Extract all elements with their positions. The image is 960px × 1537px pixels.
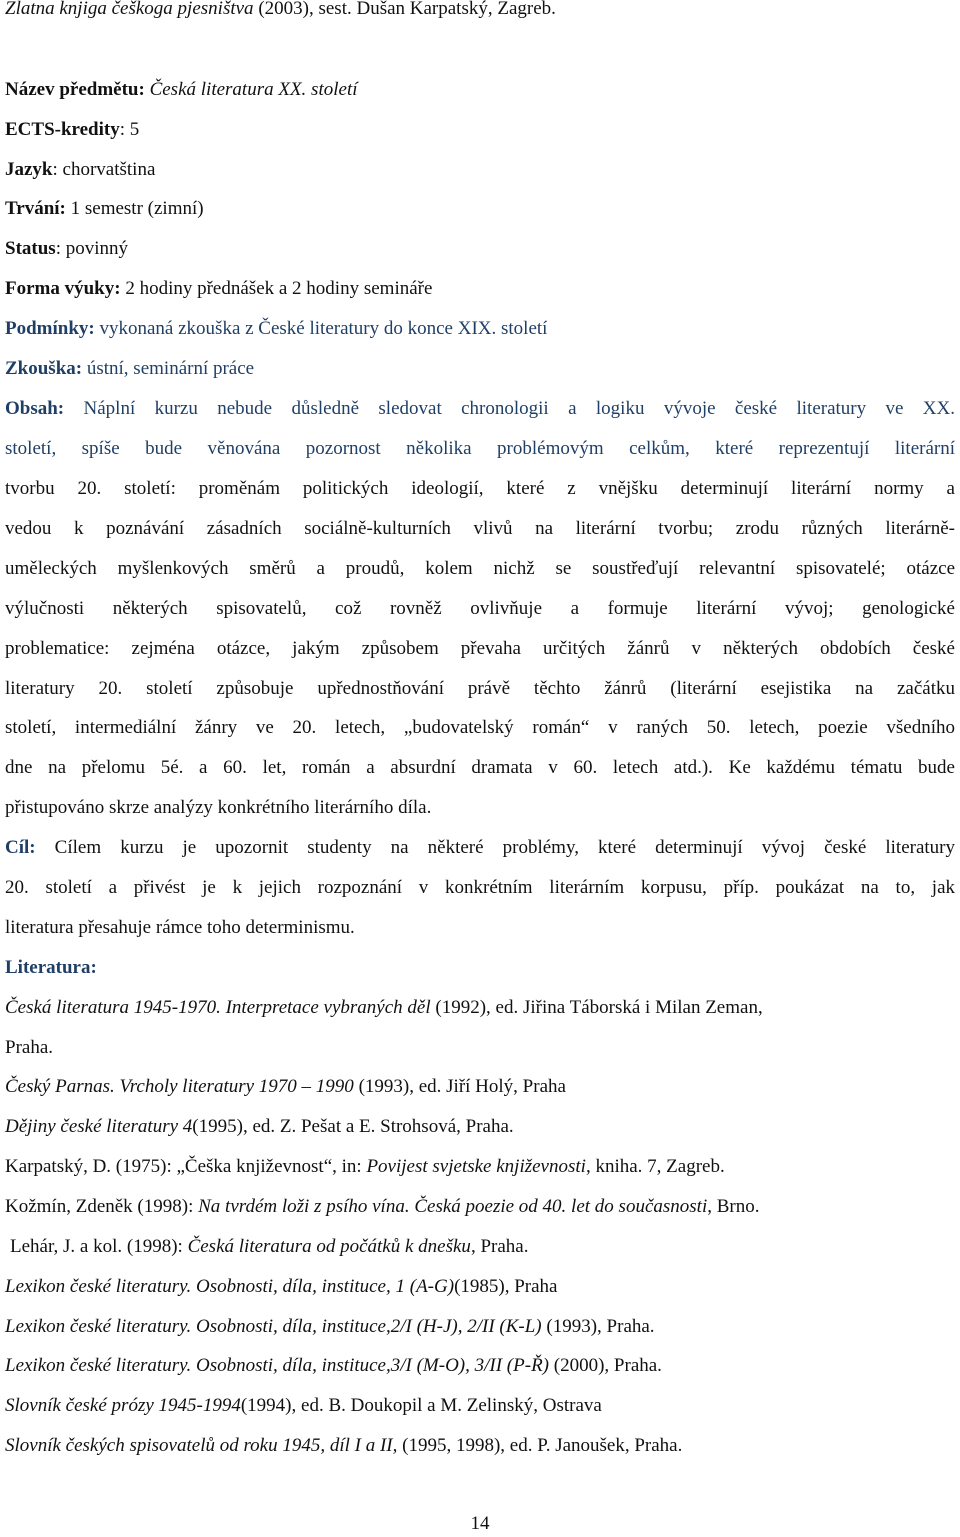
- language-label: Jazyk: [5, 159, 53, 180]
- conditions-value: vykonaná zkouška z České literatury do konce XIX. století: [94, 318, 548, 339]
- credits-line: [5, 118, 955, 142]
- credits-value: : 5: [119, 119, 140, 140]
- header-reference: [5, 0, 955, 21]
- conditions-line: [5, 317, 955, 341]
- content-line-4: vedou k poznávání zásadních sociálně-kulturních vlivů na literární tvorbu; zrodu různých literárně-: [5, 518, 955, 539]
- literature-label: Literatura:: [5, 957, 97, 978]
- exam-line: [5, 357, 955, 381]
- content-line-10: dne na přelomu 5é. a 60. let, román a absurdní dramata v 60. letech atd.). Ke každému tématu bude: [5, 757, 955, 778]
- lit-item-7: Lexikon české literatury. Osobnosti, díla, instituce, 1 (A-G)(1985), Praha: [5, 1276, 558, 1297]
- lit-item-1: Česká literatura 1945-1970. Interpretace vybraných děl (1992), ed. Jiřina Táborská i Milan Zeman,: [5, 997, 763, 1018]
- content-label: Obsah:: [5, 398, 65, 419]
- lit-item-10: Slovník české prózy 1945-1994(1994), ed. B. Doukopil a M. Zelinský, Ostrava: [5, 1395, 602, 1416]
- goal-line-1: Cíl: Cílem kurzu je upozornit studenty na některé problémy, které determinují vývoj české literatury: [5, 837, 955, 858]
- content-line-5: uměleckých myšlenkových směrů a proudů, kolem nichž se soustřeďují relevantní spisovatelé; otázce: [5, 558, 955, 579]
- header-ref-title: Zlatna knjiga češkoga pjesništva: [5, 0, 254, 19]
- duration-label: Trvání:: [5, 198, 66, 219]
- lit-item-4: Karpatský, D. (1975): „Češka književnost“, in: Povijest svjetske književnosti, kniha. 7, Zagreb.: [5, 1156, 725, 1177]
- conditions-label: Podmínky:: [5, 318, 95, 339]
- content-line-8: literatury 20. století způsobuje upřednostňování právě těchto žánrů (literární esejistika na začátku: [5, 678, 955, 699]
- goal-line-3: literatura přesahuje rámce toho determinismu.: [5, 917, 355, 938]
- lit-item-3: Dějiny české literatury 4(1995), ed. Z. Pešat a E. Strohsová, Praha.: [5, 1116, 514, 1137]
- exam-value: ústní, seminární práce: [82, 358, 255, 379]
- lit-item-9: Lexikon české literatury. Osobnosti, díla, instituce,3/I (M-O), 3/II (P-Ř) (2000), Praha.: [5, 1355, 662, 1376]
- status-line: [5, 237, 955, 261]
- goal-line-2: 20. století a přivést je k jejich rozpoznání v konkrétním literárním korpusu, příp. poukázat na to, jak: [5, 877, 955, 898]
- lit-item-1-cont: Praha.: [5, 1037, 54, 1058]
- status-value: : povinný: [55, 238, 128, 259]
- content-line-11: přistupováno skrze analýzy konkrétního literárního díla.: [5, 797, 432, 818]
- content-line-3: tvorbu 20. století: proměnám politických ideologií, které z vnějšku determinují literární normy a: [5, 478, 955, 499]
- lit-item-5: Kožmín, Zdeněk (1998): Na tvrdém loži z psího vína. Česká poezie od 40. let do současnosti, Brno.: [5, 1196, 760, 1217]
- content-line-1: Obsah: Náplní kurzu nebude důsledně sledovat chronologii a logiku vývoje české literatury ve XX.: [5, 398, 955, 419]
- content-line-9: století, intermediální žánry ve 20. letech, „budovatelský román“ v raných 50. letech, poezie všedního: [5, 717, 955, 738]
- content-line-7: problematice: zejména otázce, jakým způsobem převaha určitých žánrů v některých obdobích české: [5, 638, 955, 659]
- form-line: [5, 277, 955, 301]
- page-number: 14: [470, 1513, 490, 1534]
- form-value: 2 hodiny přednášek a 2 hodiny semináře: [120, 278, 433, 299]
- lit-item-2: Český Parnas. Vrcholy literatury 1970 – 1990 (1993), ed. Jiří Holý, Praha: [5, 1076, 566, 1097]
- status-label: Status: [5, 238, 56, 259]
- form-label: Forma výuky:: [5, 278, 121, 299]
- language-value: : chorvatština: [52, 159, 156, 180]
- header-ref-rest: (2003), sest. Dušan Karpatský, Zagreb.: [253, 0, 556, 19]
- duration-line: [5, 197, 955, 221]
- duration-value: 1 semestr (zimní): [65, 198, 204, 219]
- language-line: [5, 158, 955, 182]
- content-line-6: výlučnosti některých spisovatelů, což rovněž ovlivňuje a formuje literární vývoj; genologické: [5, 598, 955, 619]
- lit-item-8: Lexikon české literatury. Osobnosti, díla, instituce,2/I (H-J), 2/II (K-L) (1993), Praha.: [5, 1316, 655, 1337]
- exam-label: Zkouška:: [5, 358, 83, 379]
- lit-item-6: Lehár, J. a kol. (1998): Česká literatura od počátků k dnešku, Praha.: [10, 1236, 529, 1257]
- course-name-value: Česká literatura XX. století: [144, 79, 358, 100]
- content-line-2: století, spíše bude věnována pozornost několika problémovým celkům, které reprezentují literární: [5, 438, 955, 459]
- credits-label: ECTS-kredity: [5, 119, 120, 140]
- course-name-label: Název předmětu:: [5, 79, 145, 100]
- lit-item-11: Slovník českých spisovatelů od roku 1945, díl I a II, (1995, 1998), ed. P. Janoušek, Praha.: [5, 1435, 683, 1456]
- course-name-line: [5, 78, 955, 102]
- goal-label: Cíl:: [5, 837, 36, 858]
